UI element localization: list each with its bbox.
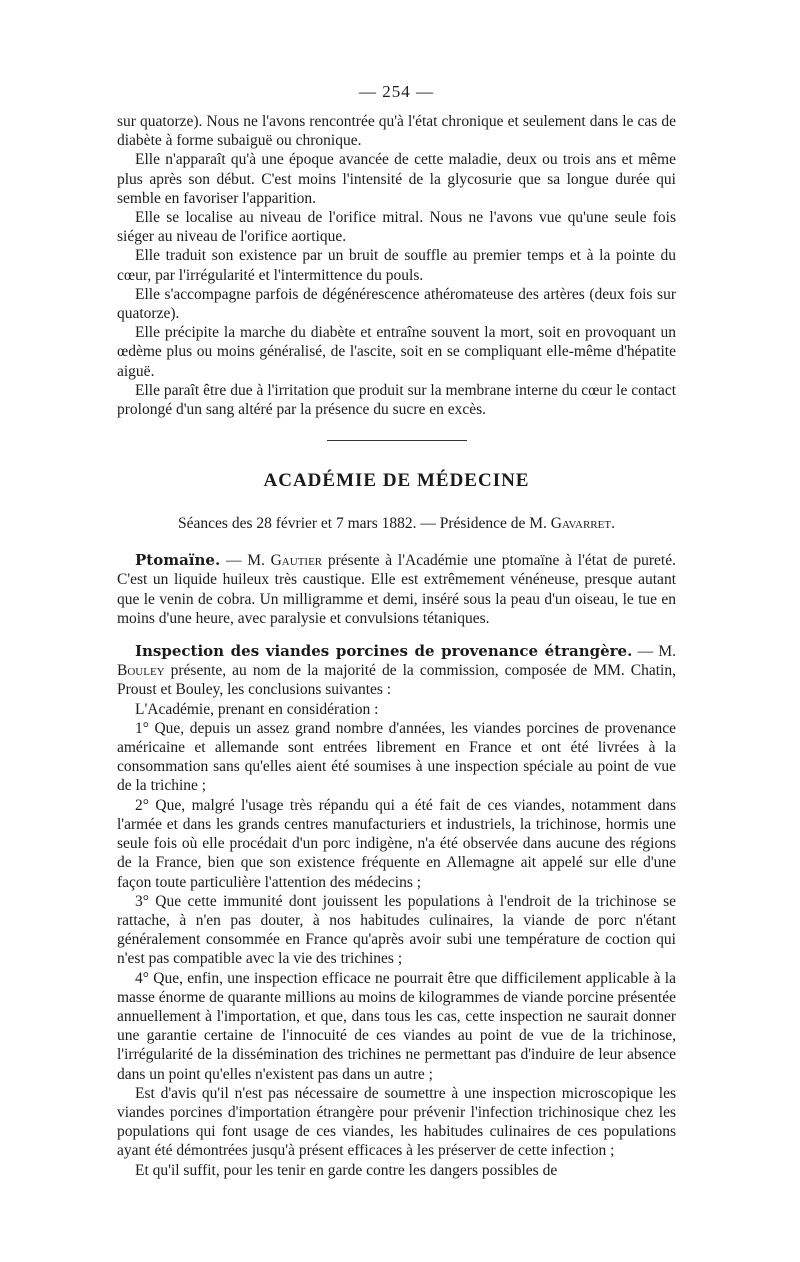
president-name: Gavarret [550,515,612,533]
section-divider [327,440,467,441]
intro-paragraph: Elle s'accompagne parfois de dégénérescence athéromateuse des artères (deux fois sur quatorze). [117,285,676,323]
ptomaine-text: présente à l'Académie une ptomaïne à l'état de pureté. C'est un liquide huileux très caustique. Elle est extrêmement vénéneuse, presque autant que le venin de cobra. Un milligramme et demi, inséré sous la peau d'un oiseau, le tue en moins d'une heure, avec paralysie et convulsions tétaniques. [117,552,676,627]
page-number: — 254 — [359,82,434,101]
inspection-item: Et qu'il suffit, pour les tenir en garde contre les dangers possibles de [135,1161,558,1179]
inspection-paragraph [117,642,676,700]
intro-paragraph: Elle n'apparaît qu'à une époque avancée de cette maladie, deux ou trois ans et même plus après son début. C'est moins l'intensité de la glycosurie que sa longue durée qui semble en favoriser l'apparition. [117,151,676,207]
inspection-item: 1° Que, depuis un assez grand nombre d'années, les viandes porcines de provenance américaine et allemande sont entrées librement en France et ont été livrées à la consommation sans qu'elles aient été soumises à une inspection spéciale au point de vue de la trichine ; [117,719,676,795]
intro-paragraph: Elle se localise au niveau de l'orifice mitral. Nous ne l'avons vue qu'une seule fois siéger au niveau de l'orifice aortique. [117,209,676,246]
ptomaine-author-prefix: — M. [220,552,271,570]
inspection-item: L'Académie, prenant en considération : [135,700,379,718]
inspection-item: 4° Que, enfin, une inspection efficace ne pourrait être que difficilement applicable à la masse énorme de quarante millions au moins de kilogrammes de viande porcine présentée annuellement à l'importation, et que, dans tous les cas, cette inspection ne saurait donner une garantie certaine de l'innocuité de ces viandes au point de vue de la trichinose, l'irrégularité de la dissémination des trichines ne permettant pas d'induire de leur absence dans un point qu'elles n'existent pas dans un autre ; [117,969,676,1083]
section-title: ACADÉMIE DE MÉDECINE [263,470,530,492]
inspection-item: 3° Que cette immunité dont jouissent les populations à l'endroit de la trichinose se rattache, à n'en pas douter, à nos habitudes culinaires, la viande de porc n'étant généralement consommée en France qu'après avoir subi une température de coction qui n'est pas compatible avec la vie des trichines ; [117,892,676,968]
intro-paragraph: Elle précipite la marche du diabète et entraîne souvent la mort, soit en provoquant un œdème plus ou moins généralisé, de l'ascite, soit en se compliquant elle-même d'hépatite aiguë. [117,324,676,380]
ptomaine-author: Gautier [270,552,323,570]
ptomaine-heading: Ptomaïne. [135,551,221,570]
inspection-item: 2° Que, malgré l'usage très répandu qui a été fait de ces viandes, notamment dans l'armée et dans les grands centres manufacturiers et industriels, la trichinose, hormis une seule fois où elle procédait d'un porc indigène, n'a été observée dans aucune des régions de la France, bien que son existence fréquente en Allemagne ait appelé sur elle d'une façon toute particulière l'attention des médecins ; [117,796,676,891]
intro-paragraph: Elle paraît être due à l'irritation que produit sur la membrane interne du cœur le contact prolongé d'un sang altéré par la présence du sucre en excès. [117,381,676,419]
intro-section [117,112,676,419]
sessions-prefix: Séances des 28 février et 7 mars 1882. — Présidence de M. [178,515,551,533]
inspection-text: présente, au nom de la majorité de la commission, composée de MM. Chatin, Proust et Bouley, les conclusions suivantes : [117,662,676,699]
inspection-heading: Inspection des viandes porcines de provenance étrangère. [135,642,633,661]
intro-paragraph: sur quatorze). Nous ne l'avons rencontrée qu'à l'état chronique et seulement dans le cas de diabète à forme subaiguë ou chronique. [117,113,676,150]
inspection-author-prefix: — M. [637,643,676,661]
ptomaine-paragraph [117,551,676,628]
intro-paragraph: Elle traduit son existence par un bruit de souffle au premier temps et à la pointe du cœur, par l'irrégularité et l'intermittence du pouls. [117,247,676,284]
sessions-line [117,515,676,533]
inspection-author: Bouley [117,662,165,680]
sessions-suffix: . [611,515,615,533]
inspection-item: Est d'avis qu'il n'est pas nécessaire de soumettre à une inspection microscopique les viandes porcines d'importation étrangère pour prévenir l'infection trichinosique chez les populations qui font usage de ces viandes, les habitudes culinaires de ces populations ayant été démontrées jusqu'à présent efficaces à les préserver de cette infection ; [117,1084,676,1160]
